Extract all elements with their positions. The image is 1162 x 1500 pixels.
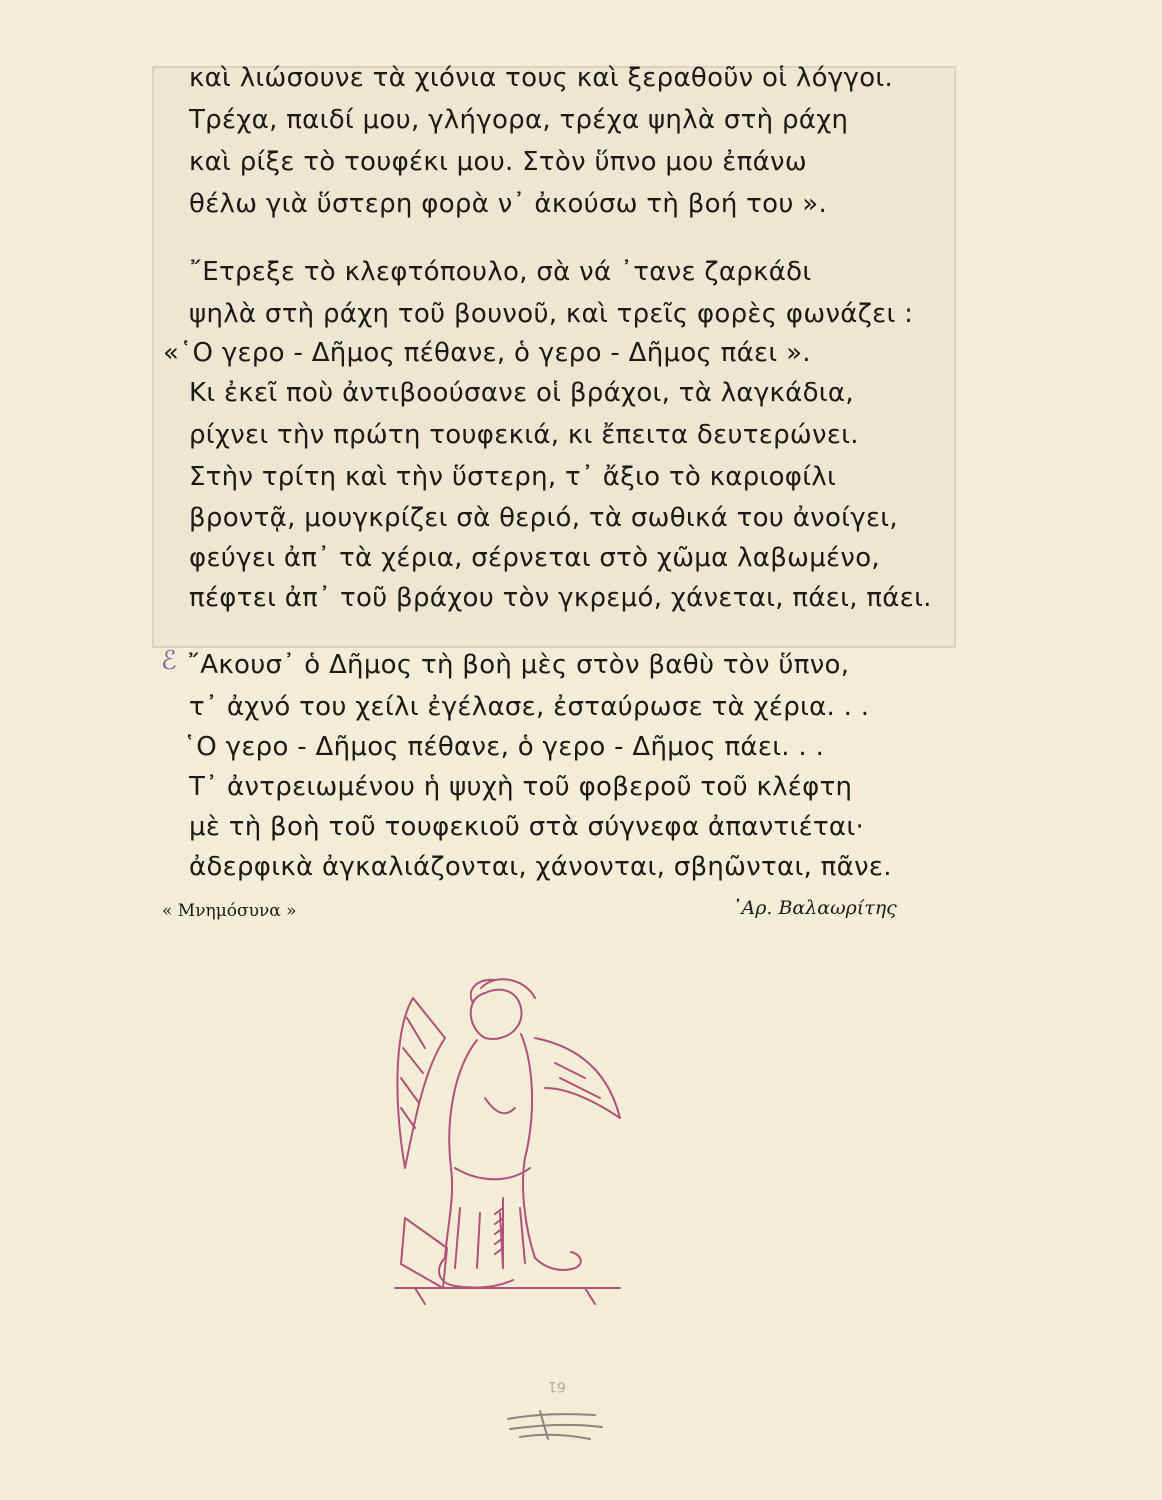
author-name: ᾿Αρ. Βαλαωρίτης: [732, 897, 897, 919]
poem-line: Στὴν τρίτη καὶ τὴν ὕστερη, τ᾿ ἄξιο τὸ καριοφίλι: [189, 462, 837, 492]
angel-illustration-icon: [385, 968, 625, 1310]
poem-line: ρίχνει τὴν πρώτη τουφεκιά, κι ἔπειτα δευτερώνει.: [189, 420, 859, 450]
page-number: 61: [548, 1378, 566, 1394]
pen-scribble-icon: [500, 1405, 610, 1445]
poem-line: ῎Ακουσ᾿ ὁ Δῆμος τὴ βοὴ μὲς στὸν βαθὺ τὸν ὕπνο,: [187, 650, 850, 680]
poem-line: πέφτει ἀπ᾿ τοῦ βράχου τὸν γκρεμό, χάνεται, πάει, πάει.: [189, 583, 932, 613]
poem-line: θέλω γιὰ ὕστερη φορὰ ν᾿ ἀκούσω τὴ βοή του ».: [189, 189, 828, 219]
poem-line: καὶ λιώσουνε τὰ χιόνια τους καὶ ξεραθοῦν οἱ λόγγοι.: [189, 63, 894, 93]
poem-line: Τ᾿ ἀντρειωμένου ἡ ψυχὴ τοῦ φοβεροῦ τοῦ κλέφτη: [189, 772, 853, 802]
poem-line: τ᾿ ἀχνό του χείλι ἐγέλασε, ἐσταύρωσε τὰ χέρια. . .: [189, 692, 870, 722]
poem-line: ῎Ετρεξε τὸ κλεφτόπουλο, σὰ νά ᾿τανε ζαρκάδι: [189, 257, 812, 287]
poem-line: Κι ἐκεῖ ποὺ ἀντιβοούσανε οἱ βράχοι, τὰ λαγκάδια,: [189, 378, 854, 408]
handwritten-mark-icon: ℰ: [161, 646, 177, 676]
source-title: « Μνημόσυνα »: [162, 901, 297, 921]
poem-line: βροντᾷ, μουγκρίζει σὰ θεριό, τὰ σωθικά του ἀνοίγει,: [189, 503, 898, 533]
poem-line: «῾Ο γερο - Δῆμος πέθανε, ὁ γερο - Δῆμος πάει ».: [163, 338, 811, 368]
poem-line: ῾Ο γερο - Δῆμος πέθανε, ὁ γερο - Δῆμος πάει. . .: [183, 732, 825, 762]
poem-line: μὲ τὴ βοὴ τοῦ τουφεκιοῦ στὰ σύγνεφα ἀπαντιέται·: [189, 812, 865, 842]
poem-line: φεύγει ἀπ᾿ τὰ χέρια, σέρνεται στὸ χῶμα λαβωμένο,: [189, 543, 880, 573]
poem-line: Τρέχα, παιδί μου, γλήγορα, τρέχα ψηλὰ στὴ ράχη: [189, 105, 849, 135]
poem-line: καὶ ρίξε τὸ τουφέκι μου. Στὸν ὕπνο μου ἐπάνω: [189, 147, 807, 177]
poem-line: ἀδερφικὰ ἀγκαλιάζονται, χάνονται, σβηῶνται, πᾶνε.: [189, 852, 892, 882]
poem-line: ψηλὰ στὴ ράχη τοῦ βουνοῦ, καὶ τρεῖς φορὲς φωνάζει :: [189, 299, 914, 329]
